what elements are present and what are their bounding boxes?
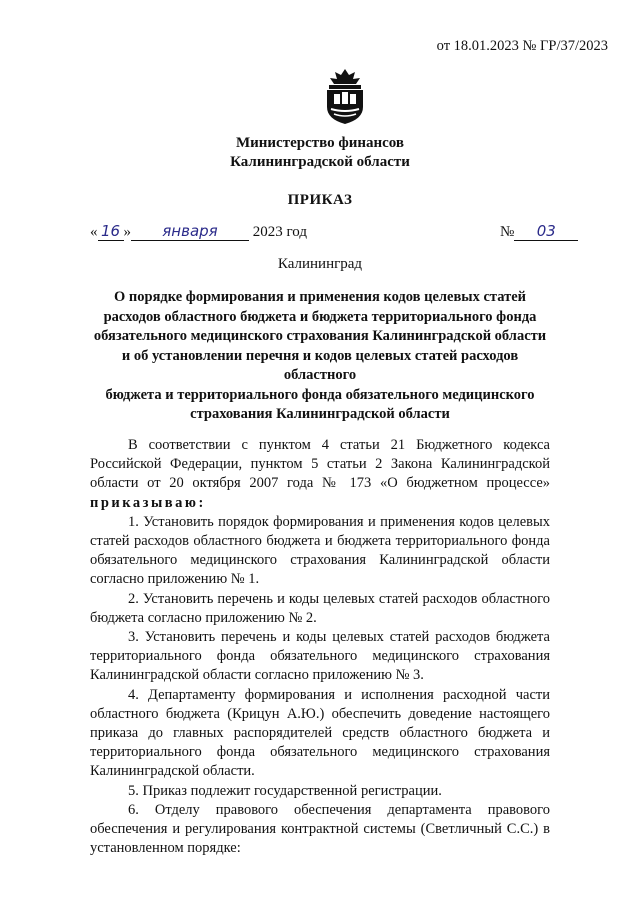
- order-item: 2. Установить перечень и коды целевых статей расходов областного бюджета согласно приложению № 2.: [90, 590, 550, 626]
- title-line: О порядке формирования и применения кодов целевых статей: [114, 289, 526, 305]
- title-line: расходов областного бюджета и бюджета территориального фонда: [103, 308, 537, 325]
- city: Калининград: [277, 256, 363, 272]
- coat-of-arms-icon: [322, 67, 368, 125]
- preamble-paragraph: [90, 436, 550, 513]
- number-value: 03: [514, 222, 578, 241]
- order-item: 4. Департаменту формирования и исполнения расходной части областного бюджета (Крицун А.Ю.) обеспечить доведение настоящего приказа до главных распорядителей средств областного бюджета и территориального фонда обязательного медицинского страхования Калининградской области.: [90, 686, 550, 780]
- order-item: 6. Отделу правового обеспечения департамента правового обеспечения и регулирования контрактной системы (Светличный С.С.) в установленном порядке:: [90, 801, 550, 857]
- date-year: 2023 год: [252, 224, 307, 240]
- registration-stamp: от 18.01.2023 № ГР/37/2023: [436, 38, 608, 54]
- order-item: 1. Установить порядок формирования и применения кодов целевых статей расходов областного бюджета и бюджета территориального фонда обязательного медицинского страхования Калининградской области согласно приложению № 1.: [90, 513, 550, 588]
- document-type: ПРИКАЗ: [287, 192, 353, 208]
- order-item: 3. Установить перечень и коды целевых статей расходов бюджета территориального фонда обязательного медицинского страхования Калининградской области согласно приложению № 3.: [90, 629, 550, 684]
- date-close-quote: »: [123, 224, 131, 240]
- title-line: обязательного медицинского страхования Калининградской области: [93, 328, 547, 344]
- date-day: 16: [98, 222, 124, 241]
- ministry-region: Калининградской области: [230, 154, 410, 170]
- order-date: [90, 222, 307, 241]
- order-body: [90, 436, 550, 858]
- order-number: [500, 222, 578, 241]
- order-item: 5. Приказ подлежит государственной регистрации.: [128, 782, 442, 799]
- title-line: и об установлении перечня и кодов целевых статей расходов областного: [121, 347, 519, 383]
- date-open-quote: «: [90, 224, 98, 240]
- number-prefix: №: [500, 224, 515, 240]
- ministry-name: Министерство финансов: [235, 135, 405, 151]
- date-month: января: [131, 222, 249, 241]
- issuer-block: [0, 134, 640, 172]
- title-line: бюджета и территориального фонда обязательного медицинского: [105, 386, 535, 403]
- preamble-text: В соответствии с пунктом 4 статьи 21 Бюджетного кодекса Российской Федерации, пунктом 5 статьи 2 Закона Калининградской области от 20 октября 2007 года № 173 «О бюджетном процессе»: [90, 437, 550, 492]
- order-title: [85, 288, 555, 425]
- title-line: страхования Калининградской области: [190, 406, 450, 422]
- order-word: приказываю:: [90, 494, 206, 511]
